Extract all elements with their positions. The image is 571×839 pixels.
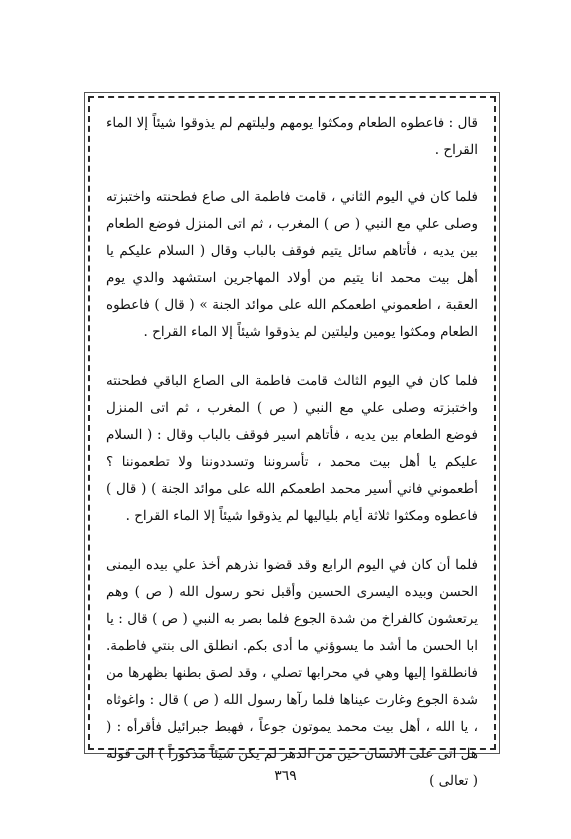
paragraph-3: فلما كان في اليوم الثالث قامت فاطمة الى الصاع الباقي فطحنته واختبزته وصلى علي مع النبي ( ص ) المغرب ، ثم اتى المنزل فوضع الطعام بين يديه ، فأتاهم اسير فوقف بالباب وقال : ( السلام عليكم يا أهل بيت محمد ، تأسروننا وتسددوننا ولا تطعموننا ؟ أطعموني فاني أسير محمد اطعمكم الله على موائد الجنة ) ( قال ) فاعطوه ومكثوا ثلاثة أيام بلياليها لم يذوقوا شيئاً إلا الماء القراح . — [106, 373, 478, 524]
page-number: ٣٦٩ — [274, 768, 297, 784]
paragraph-2: فلما كان في اليوم الثاني ، قامت فاطمة الى صاع فطحنته واختبزته وصلى علي مع النبي ( ص ) المغرب ، ثم اتى المنزل فوضع الطعام بين يديه ، فأتاهم سائل يتيم فوقف بالباب وقال ( السلام عليكم يا أهل بيت محمد انا يتيم من أولاد المهاجرين استشهد والدي يوم العقبة ، اطعموني اطعمكم الله على موائد الجنة » ( قال ) فاعطوه الطعام ومكثوا يومين وليلتين لم يذوقوا شيئاً إلا الماء القراح . — [106, 189, 478, 340]
paragraph-1: قال : فاعطوه الطعام ومكثوا يومهم وليلتهم لم يذوقوا شيئاً إلا الماء القراح . — [106, 115, 478, 158]
paragraph-4: فلما أن كان في اليوم الرابع وقد قضوا نذرهم أخذ علي بيده اليمنى الحسن وبيده اليسرى الحسين وأقبل نحو رسول الله ( ص ) وهم يرتعشون كالفراخ من شدة الجوع فلما بصر به النبي ( ص ) قال : يا ابا الحسن ما أشد ما يسوؤني ما أدى بكم. انطلق الى بنتي فاطمة. فانطلقوا إليها وهي في محرابها تصلي ، وقد لصق بطنها بظهرها من شدة الجوع وغارت عيناها فلما رآها رسول الله ( ص ) قال : واغوثاه ، يا الله ، أهل بيت محمد يموتون جوعاً ، فهبط جبرائيل فأقرأه : ( هل اتى على الانسان حين من الدهر لم يكن شيئاً مذكوراً ) الى قوله ( تعالى ) — [106, 557, 478, 789]
